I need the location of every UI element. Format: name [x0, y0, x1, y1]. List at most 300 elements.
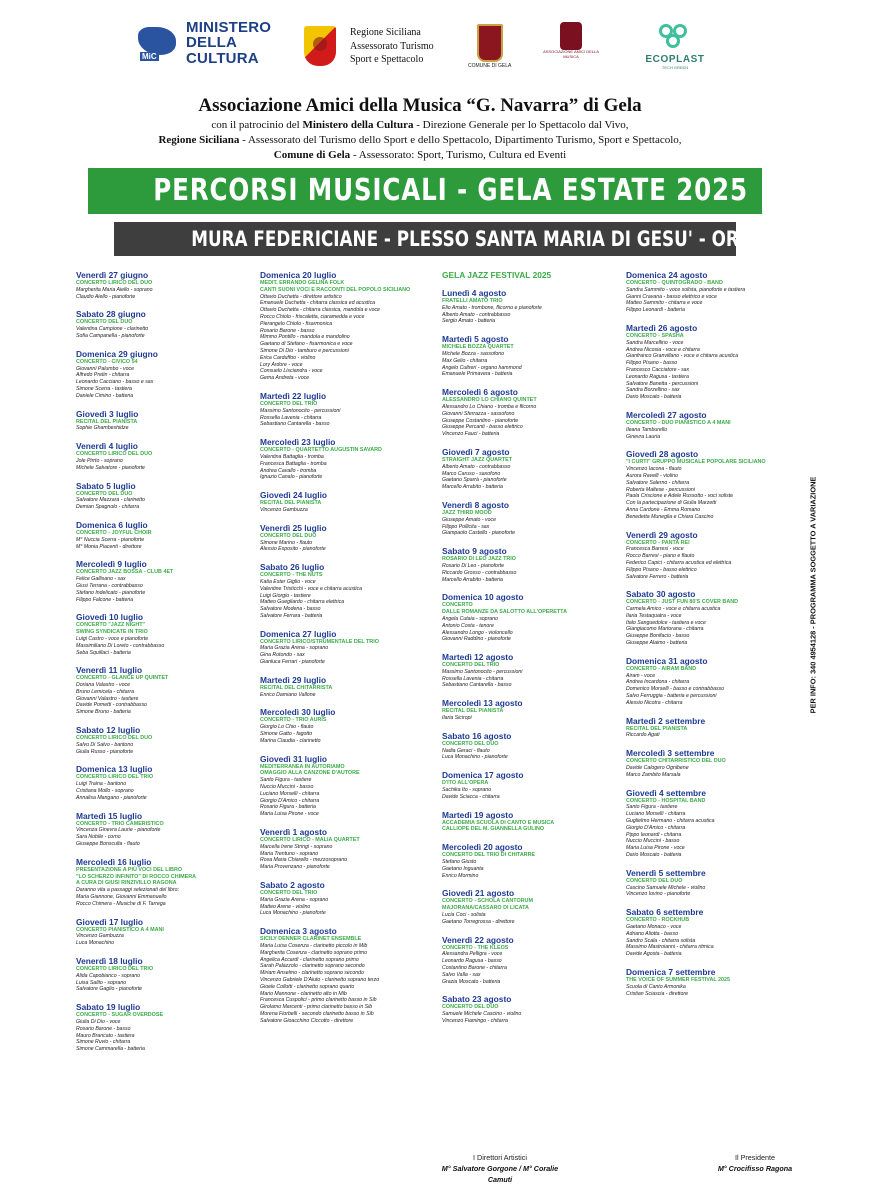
event-title: RECITAL DEL CHITARRISTA [260, 684, 333, 691]
event-date: Giovedì 7 agosto [442, 446, 510, 457]
president-signature: Il Presidente M° Crocifisso Ragona [717, 1153, 793, 1173]
ecoplast-logo: ECOPLAST TECH GREEN [636, 24, 714, 70]
event-performer: Benedetta Muneglia e Chiara Cascino [626, 513, 714, 520]
event-performer: Massimo Mastroianni - chitarra ritmica [626, 944, 714, 951]
event-title: ACCADEMIA SCUOLA DI CANTO E MUSICA [442, 819, 555, 826]
program-event [76, 349, 246, 400]
event-title: CONCERTO - QUINTOGRADO - BAND [626, 280, 723, 286]
event-performer: Simone Scerra - tastiera [76, 385, 132, 392]
event-performer: Salvatore Gaglio - pianoforte [76, 986, 143, 993]
event-performer: Giuseppe Costantino - pianoforte [442, 417, 519, 424]
event-performer: Gina Rotondo - sax [260, 652, 305, 659]
event-performer: Davide Calogero Ognibene [626, 765, 689, 772]
program-event [442, 652, 612, 689]
event-performer: Claudio Aiello - pianoforte [76, 293, 136, 300]
event-date: Venerdì 22 agosto [442, 934, 514, 945]
event-performer: Nuccio Muccini - basso [260, 784, 314, 791]
event-performer: Ginevra Lauria [626, 433, 661, 440]
event-performer: Simone Di Dio - tamburo e percussioni [260, 347, 349, 354]
program-event [76, 811, 246, 848]
event-performer: Girolamo Marcenti - primo clarinetto basso in Sib [260, 1004, 373, 1011]
event-title: RECITAL DEL PIANISTA [76, 418, 138, 425]
event-performer: Salvatore Gioacchino Ciccotto - direttore [260, 1017, 354, 1024]
event-date: Giovedì 3 luglio [76, 408, 139, 419]
event-performer: Max Gelio - chitarra [442, 357, 488, 364]
event-performer: Francesco Cacciatore - sax [626, 366, 690, 373]
event-performer: Luca Monachino - pianoforte [260, 910, 326, 917]
event-performer: Davide Pometti - contrabbasso [76, 702, 147, 709]
event-date: Sabato 26 luglio [260, 562, 325, 573]
event-title: MAJORANA/CASSARO DI LICATA [442, 905, 529, 912]
program-column-1 [76, 270, 246, 1062]
event-performer: Pierangelo Chiolo - fisarmonica [260, 320, 333, 327]
event-performer: Sebastiano Cantarella - basso [260, 421, 330, 428]
event-performer: Angelo Cultreri - organo hammond [442, 364, 522, 371]
event-performer: Andrea Incardona - chitarra [626, 679, 690, 686]
event-title: ALESSANDRO LO CHIANO QUINTET [442, 397, 537, 404]
event-performer: Giovanni Raddino - pianoforte [442, 636, 511, 643]
event-performer: Cascino Samuele Michele - violino [626, 884, 706, 891]
event-title: CONCERTO - CIVICO 54 [76, 358, 138, 365]
program-event [76, 956, 246, 993]
program-event [76, 1002, 246, 1053]
event-performer: Katia Ester Giglio - voce [260, 578, 316, 585]
program-event [626, 656, 794, 707]
program-event [76, 857, 246, 908]
event-date: Mercoledì 30 luglio [260, 707, 336, 718]
program-event [442, 500, 612, 537]
event-performer: Valentina Campione - clarinetto [76, 326, 149, 333]
program-event [626, 868, 794, 898]
program-event [442, 288, 612, 325]
event-title: CONCERTO - THE NUTS [260, 572, 323, 579]
event-date: Martedì 12 agosto [442, 652, 514, 663]
program-event [626, 907, 794, 958]
event-performer: Alberto Amato - contrabbasso [442, 463, 511, 470]
program-event [442, 935, 612, 986]
event-date: Venerdì 25 luglio [260, 522, 327, 533]
event-title: CONCERTO [442, 602, 473, 609]
event-title: CONCERTO - HOSPITAL BAND [626, 797, 706, 804]
program-event [76, 764, 246, 801]
event-title: CONCERTO - DUO PIANISTICO A 4 MANI [626, 419, 731, 426]
event-performer: Filippo Pisano - basso [626, 360, 678, 367]
event-performer: Vincenzo Fiamingo - chitarra [442, 1018, 508, 1024]
program-event [260, 707, 432, 744]
program-event [442, 592, 612, 643]
event-title: CONCERTO LIRICO DEL DUO [76, 735, 153, 742]
event-performer: Maria Luisa Pirone - voce [626, 845, 685, 852]
event-performer: Maria Trentuno - soprano [260, 850, 319, 857]
event-date: Martedì 2 settembre [626, 715, 706, 726]
program-event [76, 665, 246, 716]
event-performer: Emanuele Duchetta - chitarra classica ed acustica [260, 300, 376, 307]
event-performer: Maria Giannone, Giovanni Emmanuello [76, 894, 167, 901]
event-performer: Sandra Borzellino - sax [626, 387, 680, 394]
event-performer: Marcella Irene Stringi - soprano [260, 843, 333, 850]
event-performer: Rossella Lavenia - chitarra [442, 675, 504, 682]
event-performer: Sebastiano Cantarella - basso [442, 682, 512, 689]
associazione-logo: ASSOCIAZIONE AMICI DELLA MUSICA [540, 22, 602, 60]
event-title: STRAIGHT JAZZ QUARTET [442, 456, 513, 463]
event-performer: Riccardo Grosso - contrabbasso [442, 569, 517, 576]
program-event [442, 994, 612, 1024]
event-performer: Vincenza Ginevra Laurie - pianoforte [76, 827, 161, 834]
event-date: Sabato 23 agosto [442, 994, 512, 1005]
event-title: CONCERTO - JUST FUN 80'S COVER BAND [626, 599, 739, 606]
event-performer: Ottavio Duchetta - chitarra classica, mandola e voce [260, 307, 380, 314]
event-performer: Vincenzo Gambuzza [76, 933, 124, 940]
event-performer: Luigi Traina - baritono [76, 781, 127, 788]
event-performer: Riccardo Agati [626, 732, 660, 739]
program-event [76, 725, 246, 755]
event-date: Domenica 29 giugno [76, 348, 158, 359]
event-performer: Jole Pirrto - soprano [76, 457, 123, 464]
event-performer: Pippo Ieonardi - chitarra [626, 831, 682, 838]
ministero-logo [138, 20, 271, 66]
event-performer: Maria Grazia Arena - soprano [260, 645, 329, 652]
event-date: Giovedì 21 agosto [442, 888, 515, 899]
event-title: CONCERTO - TRIO AURIS [260, 717, 327, 724]
program-event [626, 323, 794, 401]
event-title: CONCERTO DEL TRIO DI CHITARRE [442, 852, 536, 859]
event-performer: Marina Claudia - clarinetto [260, 737, 321, 744]
event-date: Domenica 17 agosto [442, 770, 524, 781]
event-date: Domenica 13 luglio [76, 764, 153, 775]
event-performer: Stefano Indelicato - pianoforte [76, 589, 146, 596]
event-performer: Lory Ardore - voce [260, 361, 303, 368]
event-performer: Alessandro Longo - violoncello [442, 629, 513, 636]
event-performer: Giovanni Valastro - tastiere [76, 695, 139, 702]
event-performer: Erica Carduffoo - violino [260, 354, 316, 361]
event-performer: Santo Figura - tastiere [626, 804, 678, 811]
event-performer: Mimmo Pontillo - mandola e mandolino [260, 334, 350, 341]
event-title: "LO SCHERZO INFINITO" DI ROCCO CHIMERA [76, 873, 197, 880]
event-date: Sabato 19 luglio [76, 1002, 141, 1013]
event-performer: Vincenzo Fauci - batteria [442, 431, 500, 438]
event-performer: Vincenzo Gambuzza [260, 506, 308, 513]
event-performer: Angela Cutaia - soprano [442, 615, 498, 622]
event-performer: Paola Criscione e Adele Russotto - voci soliste [626, 493, 734, 500]
event-performer: Simone Bruno - batteria [76, 709, 131, 716]
event-date: Martedì 29 luglio [260, 674, 327, 685]
event-performer: Valentine Tristicchi - voce e chitarra acustica [260, 585, 363, 592]
event-performer: Antonio Costa - tenore [442, 622, 494, 629]
festival-title: GELA JAZZ FESTIVAL 2025 [442, 270, 552, 280]
event-date: Sabato 9 agosto [442, 546, 507, 557]
event-performer: Matteo Arene - violino [260, 903, 311, 910]
event-performer: Rosario Di Leo - pianoforte [442, 562, 504, 569]
program-event [76, 309, 246, 339]
event-date: Domenica 3 agosto [260, 926, 337, 937]
event-performer: Luisa Salito - soprano [76, 979, 127, 986]
event-performer: Sandra Marcellino - voce [626, 339, 684, 346]
event-performer: Annalisa Mangano - pianoforte [76, 794, 147, 801]
event-performer: Elio Amato - trombone, flicorno e pianoforte [442, 304, 542, 311]
program-event [442, 387, 612, 438]
event-performer: Ignazio Canalo - pianoforte [260, 474, 323, 481]
program-event [442, 334, 612, 378]
event-performer: Domenico Morselli - basso e contrabbasso [626, 686, 725, 693]
event-performer: Marcello Arrabito - batteria [442, 484, 503, 491]
event-performer: Massimo Santonocito - percussioni [260, 407, 341, 414]
event-performer: Dario Moscato - batteria [626, 394, 682, 401]
event-performer: Gianni Cravana - basso elettrico e voce [626, 293, 717, 300]
event-performer: Margherita Cosenza - clarinetto soprano primo [260, 949, 367, 956]
event-performer: Alberto Amato - contrabbasso [442, 311, 511, 318]
event-performer: Giuseppe Alaimo - batteria [626, 640, 688, 647]
event-date: Venerdì 18 luglio [76, 956, 143, 967]
event-performer: Salvatore Salerno - chitarra [626, 479, 690, 486]
event-performer: Cristian Sciascia - direttore [626, 990, 688, 997]
event-performer: Rossella Lavenia - chitarra [260, 414, 322, 421]
event-performer: Giuseppe Bonsculta - flauto [76, 841, 140, 848]
event-title: CONCERTO LIRICO/STRUMENTALE DEL TRIO [260, 638, 379, 645]
event-performer: Matteo Sammito - chitarra e voce [626, 300, 703, 307]
event-date: Martedì 22 luglio [260, 390, 327, 401]
event-performer: Luca Monachino [76, 940, 115, 947]
program-event [260, 926, 432, 1024]
event-title: CONCERTO DEL TRIO [442, 662, 500, 669]
event-title: CONCERTO - SPASHA [626, 332, 684, 339]
event-date: Sabato 16 agosto [442, 730, 512, 741]
event-date: Sabato 12 luglio [76, 725, 141, 736]
event-performer: Giangiacomo Martorana - chitarra [626, 626, 704, 633]
event-date: Sabato 6 settembre [626, 907, 704, 918]
event-performer: Felice Gallisano - sax [76, 576, 126, 583]
event-performer: Seba Squillaci - batteria [76, 649, 131, 656]
event-performer: Miriam Anselmo - clarinetto soprano secondo [260, 970, 364, 977]
event-performer: Santo Figura - tastiere [260, 777, 312, 784]
program-event [626, 530, 794, 581]
event-performer: Valentina Battaglia - tromba [260, 453, 324, 460]
event-performer: Francesca Cuspolici - primo clarinetto basso in Sib [260, 997, 377, 1004]
event-date: Sabato 30 agosto [626, 589, 696, 600]
event-performer: Maria Grazia Arena - soprano [260, 896, 329, 903]
program-event [260, 562, 432, 620]
event-performer: Cristiana Mollo - soprano [76, 788, 134, 795]
event-performer: Michele Bozza - sassofono [442, 350, 504, 357]
event-performer: Alfredo Pretin - chitarra [76, 372, 130, 379]
event-performer: Rosario Barone - basso [76, 1025, 131, 1032]
event-date: Venerdì 4 luglio [76, 441, 138, 452]
event-performer: Ilaria Testaquatra - voce [626, 612, 682, 619]
event-title: CONCERTO - ROCKHUB [626, 917, 690, 924]
event-performer: Gaetano di Stefano - fisarmonica e voce [260, 341, 353, 348]
event-performer: Italo Sanguedolce - tastiera e voce [626, 619, 706, 626]
event-performer: Matteo Guegliardo - chitarra elettrica [260, 599, 345, 606]
program-event [76, 917, 246, 947]
event-performer: Massimo Santonocito - percussioni [442, 668, 523, 675]
program-event [76, 409, 246, 433]
event-performer: Gaetano Monaco - voce [626, 924, 682, 930]
event-performer: Francesca Battaglia - tromba [260, 460, 327, 467]
program-event [260, 675, 432, 699]
event-date: Venerdì 27 giugno [76, 270, 149, 280]
event-performer: Airam - voce [626, 672, 656, 679]
event-title: CONCERTO - TRIO CAMERISTICO [76, 820, 164, 827]
main-title-banner: PERCORSI MUSICALI - GELA ESTATE 2025 [88, 168, 762, 214]
trinacria-crest-icon [304, 26, 336, 66]
event-date: Mercoledì 3 settembre [626, 748, 715, 759]
event-performer: Sachika Ito - soprano [442, 787, 492, 794]
event-date: Giovedì 10 luglio [76, 612, 144, 623]
event-performer: Salvatore Modena - basso [260, 606, 321, 613]
event-performer: Doriana Valastro - voce [76, 682, 131, 689]
event-performer: Sergio Amato - batteria [442, 318, 496, 325]
event-performer: Sofia Campanella - pianoforte [76, 332, 145, 339]
associazione-emblem-icon [560, 22, 582, 50]
program-event [260, 523, 432, 553]
mic-logo-icon: MiC [138, 23, 182, 63]
event-performer: Maria Luisa Cosenza - clarinetto piccolo in Mib [260, 943, 368, 949]
event-performer: Andrea Nicosia - voce e chitarra [626, 346, 700, 353]
program-event [260, 827, 432, 871]
event-title: OMAGGIO ALLA CANZONE D'AUTORE [260, 770, 360, 777]
event-date: Domenica 20 luglio [260, 270, 337, 280]
event-performer: Nuccio Muccini - basso [626, 838, 680, 845]
event-date: Martedì 19 agosto [442, 809, 514, 820]
program-event [76, 481, 246, 511]
event-performer: Rocco Barresi - piano e flauto [626, 553, 695, 560]
event-title: ROSARIO DI LEO JAZZ TRIO [442, 556, 516, 563]
event-title: RECITAL DEL PIANISTA [260, 500, 322, 507]
program-event [442, 842, 612, 879]
venue-banner: MURA FEDERICIANE - PLESSO SANTA MARIA DI GESU' - ORE 21.15 [114, 222, 736, 256]
program-event [260, 880, 432, 917]
event-title: CONCERTO - SUGAR OVERDOSE [76, 1012, 164, 1019]
artistic-directors-signature: I Direttori Artistici M° Salvatore Gorgone / M° Coralie Camuti [441, 1153, 559, 1184]
program-event [442, 770, 612, 800]
event-performer: Sandro Scala - chitarra solista [626, 937, 696, 944]
event-performer: Alida Capobianco - soprano [76, 972, 141, 979]
gela-crest-icon [477, 24, 503, 62]
event-title: CONCERTO DEL DUO [442, 740, 499, 747]
event-performer: Luigi Giorgio - tastiere [260, 592, 311, 599]
program-event [76, 270, 246, 300]
event-title: JAZZ THIRD MOOD [442, 509, 492, 516]
event-performer: Federico Capici - chitarra acustica ed elettrica [626, 559, 732, 566]
event-performer: Luciano Morselli - chitarra [626, 811, 686, 818]
program-event [442, 888, 612, 925]
event-date: Giovedì 31 luglio [260, 753, 328, 764]
event-performer: Giuseppe Percanti - basso elettrico [442, 424, 523, 431]
program-event [626, 967, 794, 997]
event-performer: Alessio Nicotra - chitarra [626, 699, 683, 706]
event-performer: Giampaolo Castello - pianoforte [442, 530, 515, 537]
event-performer: Simone Gatto - fagotto [260, 731, 313, 738]
event-performer: Sophie Ghambeshidze [76, 425, 129, 432]
event-date: Giovedì 17 luglio [76, 916, 144, 927]
program-event [260, 629, 432, 666]
event-performer: Leonardo Ragusa - tastiera [626, 373, 689, 380]
program-event [76, 612, 246, 656]
event-date: Mercoledì 23 luglio [260, 437, 336, 448]
event-performer: Giulia Di Dio - voce [76, 1019, 121, 1025]
program-event [626, 788, 794, 859]
event-title: RECITAL DEL PIANISTA [626, 725, 688, 732]
event-title: A CURA DI GIUSI RINZIVILLO RAGONA [76, 880, 177, 887]
event-title: CONCERTO "JAZZ NIGHT" [76, 622, 146, 629]
event-title: CALLIOPE DEL M. GIANNELLA GULINO [442, 826, 545, 833]
program-event [626, 748, 794, 778]
event-performer: Nadia Geraci - flauto [442, 747, 490, 754]
event-performer: Andrea Cavallo - tromba [260, 467, 317, 474]
event-title: CONCERTO - JOYFUL CHOIR [76, 529, 152, 536]
event-performer: Enrico Mormino [442, 872, 479, 879]
event-performer: Angelica Accardi - clarinetto soprano primo [260, 956, 359, 963]
regione-name: Regione Siciliana Assessorato Turismo Sport e Spettacolo [350, 27, 434, 65]
event-performer: M° Nuccia Scerra - pianoforte [76, 536, 145, 543]
event-title: CONCERTO LIRICO DEL DUO [76, 451, 153, 458]
program-event [626, 270, 794, 314]
event-performer: Luigi Castro - voce e pianoforte [76, 635, 149, 642]
event-title: SWING SYNDICATE IN TRIO [76, 629, 148, 636]
program-event [76, 520, 246, 550]
program-event [626, 589, 794, 647]
event-date: Giovedì 28 agosto [626, 449, 699, 460]
event-performer: Giusi Terrana - contrabbasso [76, 582, 143, 589]
event-performer: Vincenzo Gabriele D'Aiuto - clarinetto soprano terzo [260, 976, 380, 983]
event-date: Domenica 6 luglio [76, 519, 148, 530]
event-performer: Marco Zambito Marsala [626, 771, 681, 778]
program-event [442, 447, 612, 491]
event-performer: Giorgio Lo Chio - flauto [260, 724, 314, 731]
event-title: CONCERTO - PANTA REI [626, 539, 690, 546]
event-performer: Samuele Michele Cascino - violino [442, 1011, 522, 1018]
event-performer: Sara Nobile - corno [76, 834, 121, 841]
program-event [76, 559, 246, 603]
event-performer: Gaetano Inguanta [442, 865, 484, 872]
patronage-line-3: Comune di Gela - Assessorato: Sport, Turismo, Cultura ed Eventi [273, 149, 567, 161]
event-title: PRESENTAZIONE A PIÙ VOCI DEL LIBRO [76, 866, 183, 873]
event-date: Mercoledì 6 agosto [442, 387, 518, 398]
ministero-name: MINISTERO DELLA CULTURA [186, 19, 272, 67]
event-performer: Anna Cardone - Emma Romano [626, 506, 701, 513]
program-event [626, 410, 794, 440]
event-date: Sabato 5 luglio [76, 480, 136, 491]
program-event [76, 441, 246, 471]
event-performer: Daranno vita a passaggi selezionati del libro: [76, 887, 179, 894]
event-performer: Ilaria Siciropi [442, 715, 472, 722]
event-performer: Salvatore Ferrara - batteria [260, 612, 323, 619]
event-performer: Grazia Moscato - batteria [442, 978, 501, 985]
event-title: CONCERTO LIRICO DEL TRIO [76, 774, 154, 781]
event-performer: Rocco Chiolo - friscaletta, ciaramedda e voce [260, 313, 365, 320]
event-date: Mercoledì 9 luglio [76, 559, 147, 570]
event-performer: Gaetano Torregrossa - direttore [442, 918, 515, 925]
event-performer: Morena Fiorbelli - secondo clarinetto basso in Sib [260, 1010, 374, 1017]
program-event [260, 490, 432, 514]
program-event [626, 449, 794, 520]
event-performer: Leonardo Ragusa - basso [442, 958, 502, 965]
event-performer: Luca Monachino - pianoforte [442, 754, 508, 761]
event-date: Domenica 7 settembre [626, 966, 716, 977]
event-performer: Filippo Pisano - basso elettrico [626, 566, 697, 573]
program-event [260, 754, 432, 818]
event-title: THE VOICE OF SUMMER FESTIVAL 2025 [626, 976, 731, 983]
organizer-header [0, 94, 840, 163]
event-date: Domenica 31 agosto [626, 655, 708, 666]
event-performer: Giorgio D'Amico - chitarra [626, 824, 686, 831]
event-performer: Alessio Esposito - pianoforte [260, 546, 326, 553]
event-performer: Simone Marino - flauto [260, 539, 313, 546]
event-title: CANTI SUONI VOCI E RACCONTI DEL POPOLO SICILIANO [260, 286, 411, 293]
event-date: Giovedì 24 luglio [260, 490, 328, 501]
event-title: FRATELLI AMATO TRIO [442, 298, 503, 304]
program-event [260, 437, 432, 481]
event-performer: Alessandro Lo Chiano - tromba e flicorno [442, 403, 537, 410]
